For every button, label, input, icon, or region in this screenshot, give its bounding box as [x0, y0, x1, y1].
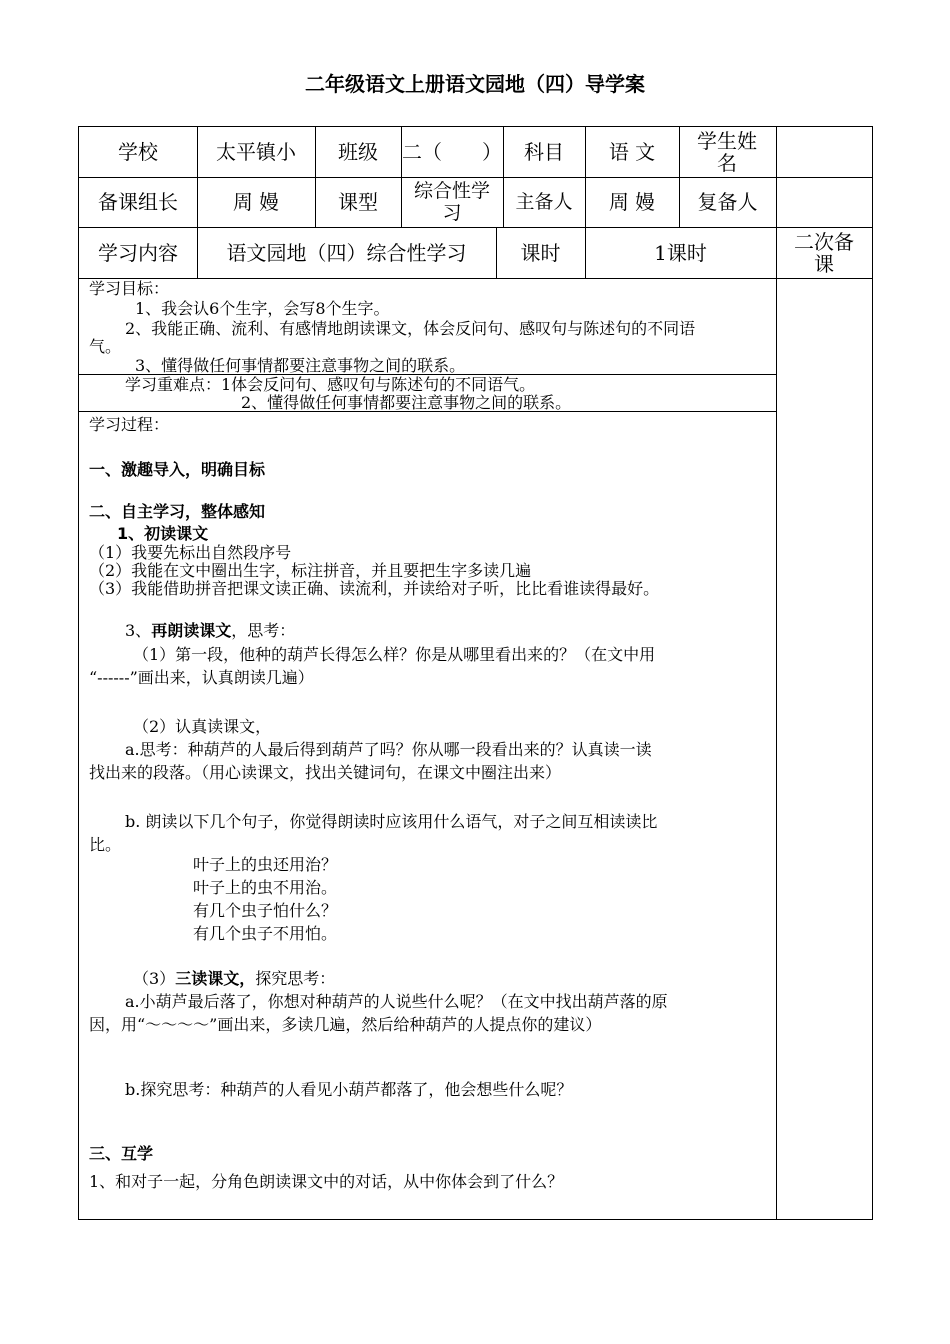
objective-item: 气。: [89, 337, 122, 356]
objective-item: 2、我能正确、流利、有感情地朗读课文，体会反问句、感叹句与陈述句的不同语: [125, 319, 696, 338]
step-rest: 探究思考：: [255, 969, 336, 988]
section-heading: 二、自主学习，整体感知: [89, 502, 266, 521]
section-heading: 三、互学: [89, 1144, 154, 1163]
main-preparer-label: 主备人: [515, 191, 573, 213]
key-points-line: 学习重难点：1体会反问句、感叹句与陈述句的不同语气。: [125, 375, 536, 394]
class-value[interactable]: 二（ ）: [402, 140, 502, 164]
page-title: 二年级语文上册语文园地（四）导学案: [305, 72, 645, 96]
step-rest: ，思考：: [231, 621, 296, 640]
student-name-value[interactable]: [776, 127, 872, 177]
lesson-plan-table: [78, 126, 873, 1220]
step-title: 三读课文，: [175, 969, 256, 988]
subsection-heading: [125, 621, 295, 641]
question-line: b. 朗读以下几个句子，你觉得朗读时应该用什么语气，对子之间互相读读比: [125, 812, 658, 831]
example-sentence: 叶子上的虫还用治？: [193, 855, 338, 874]
school-label: 学校: [118, 140, 158, 164]
step-number: （3）: [133, 969, 176, 988]
lesson-type-label: 课型: [338, 190, 378, 214]
second-prep-label: 二次备课: [794, 229, 854, 276]
objective-item: 3、懂得做任何事情都要注意事物之间的联系。: [135, 356, 466, 375]
main-preparer-value: 周 嫚: [608, 190, 656, 214]
question-line: a.小葫芦最后落了，你想对种葫芦的人说些什么呢？（在文中找出葫芦落的原: [125, 992, 668, 1011]
example-sentence: 叶子上的虫不用治。: [193, 878, 338, 897]
task-item: （2）我能在文中圈出生字，标注拼音，并且要把生字多读几遍: [89, 561, 532, 580]
process-heading: 学习过程：: [89, 415, 170, 434]
class-label: 班级: [338, 140, 378, 164]
step-number: 3、: [125, 621, 152, 640]
question-line: （2）认真读课文，: [133, 717, 272, 736]
question-line: “------”画出来，认真朗读几遍）: [89, 668, 314, 687]
group-leader-value: 周 嫚: [232, 190, 280, 214]
question-line: b.探究思考：种葫芦的人看见小葫芦都落了，他会想些什么呢？: [125, 1080, 573, 1099]
row-divider: [79, 278, 872, 279]
key-points-line: 2、懂得做任何事情都要注意事物之间的联系。: [241, 393, 572, 412]
content-label: 学习内容: [98, 240, 178, 265]
question-line: （1）第一段，他种的葫芦长得怎么样？你是从哪里看出来的？（在文中用: [133, 645, 656, 664]
col-divider: [776, 127, 777, 1219]
subject-value: 语 文: [608, 140, 656, 164]
question-line: [133, 969, 335, 989]
example-sentence: 有几个虫子不用怕。: [193, 924, 338, 943]
content-value: 语文园地（四）综合性学习: [226, 240, 467, 265]
question-line: 找出来的段落。（用心读课文，找出关键词句，在课文中圈注出来）: [89, 763, 562, 782]
period-label: 课时: [520, 240, 561, 265]
subsection-heading: 1、初读课文: [117, 524, 209, 543]
task-item: （3）我能借助拼音把课文读正确、读流利，并读给对子听，比比看谁读得最好。: [89, 579, 660, 598]
subject-label: 科目: [524, 140, 564, 164]
question-line: a.思考：种葫芦的人最后得到葫芦了吗？你从哪一段看出来的？认真读一读: [125, 740, 652, 759]
task-item: （1）我要先标出自然段序号: [89, 543, 292, 562]
step-title: 再朗读课文: [151, 621, 232, 640]
reviewer-label: 复备人: [697, 190, 758, 214]
objectives-heading: 学习目标：: [89, 279, 170, 298]
question-line: 因，用“～～～～”画出来，多读几遍，然后给种葫芦的人提点你的建议）: [89, 1015, 602, 1034]
lesson-type-value: 综合性学习: [413, 180, 490, 224]
group-leader-label: 备课组长: [98, 190, 178, 214]
student-name-label: 学生姓名: [697, 129, 757, 175]
example-sentence: 有几个虫子怕什么？: [193, 901, 338, 920]
question-line: 1、和对子一起，分角色朗读课文中的对话，从中你体会到了什么？: [89, 1172, 564, 1191]
reviewer-value[interactable]: [776, 177, 872, 227]
question-line: 比。: [89, 835, 122, 854]
period-value: 1课时: [654, 240, 707, 265]
school-value: 太平镇小: [216, 140, 296, 164]
section-heading: 一、激趣导入，明确目标: [89, 460, 266, 479]
objective-item: 1、我会认6个生字，会写8个生字。: [135, 299, 390, 318]
